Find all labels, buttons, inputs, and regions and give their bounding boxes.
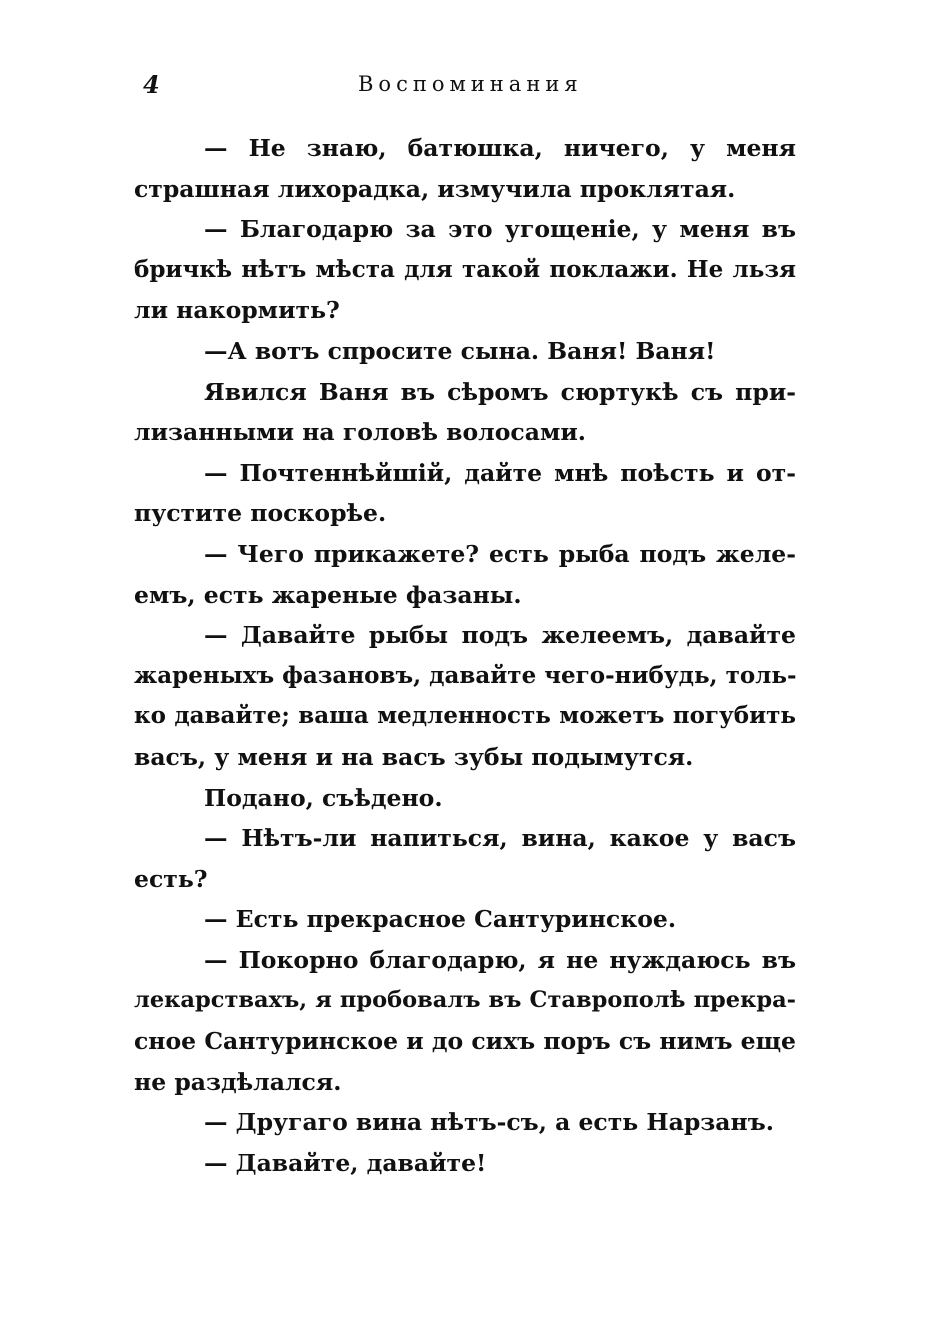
text-line: пустите поскорѣе. xyxy=(134,499,387,528)
page-number: 4 xyxy=(143,70,160,99)
running-title: Воспоминания xyxy=(358,72,583,96)
text-line: ли накормить? xyxy=(134,296,340,325)
text-line: васъ, у меня и на васъ зубы подымутся. xyxy=(134,742,694,771)
text-line: — Нѣтъ-ли напиться, вина, какое у васъ xyxy=(204,824,796,853)
text-line: Явился Ваня въ сѣромъ сюртукѣ съ при- xyxy=(204,377,796,406)
text-line: — Другаго вина нѣтъ-съ, а есть Нарзанъ. xyxy=(204,1108,774,1137)
text-line: — Благодарю за это угощеніе, у меня въ xyxy=(204,215,796,244)
text-line: есть? xyxy=(134,864,208,893)
text-line: страшная лихорадка, измучила проклятая. xyxy=(134,174,736,203)
text-line: ко давайте; ваша медленность можетъ погубить xyxy=(134,702,796,730)
body-text xyxy=(134,128,796,1183)
text-line: —А вотъ спросите сына. Ваня! Ваня! xyxy=(204,336,716,365)
text-line: — Чего прикажете? есть рыба подъ желе- xyxy=(204,539,796,568)
text-line: — Давайте рыбы подъ желеемъ, давайте xyxy=(204,621,796,650)
text-line: Подано, съѣдено. xyxy=(204,783,443,812)
text-line: — Почтеннѣйшій, дайте мнѣ поѣсть и от- xyxy=(204,458,796,487)
text-line: сное Сантуринское и до сихъ поръ съ нимъ еще xyxy=(134,1027,796,1056)
text-line: — Давайте, давайте! xyxy=(204,1148,487,1177)
running-head xyxy=(0,70,936,110)
text-line: не раздѣлался. xyxy=(134,1067,342,1096)
text-line: емъ, есть жареные фазаны. xyxy=(134,580,522,609)
text-line: лизанными на головѣ волосами. xyxy=(134,418,586,447)
text-line: — Покорно благодарю, я не нуждаюсь въ xyxy=(204,945,796,974)
text-line: лекарствахъ, я пробовалъ въ Ставрополѣ прекра- xyxy=(134,987,796,1014)
text-line: — Не знаю, батюшка, ничего, у меня xyxy=(204,134,796,162)
text-line: — Есть прекрасное Сантуринское. xyxy=(204,905,677,934)
text-line: жареныхъ фазановъ, давайте чего-нибудь, толь- xyxy=(134,661,797,689)
text-line: бричкѣ нѣтъ мѣста для такой поклажи. Не льзя xyxy=(134,255,796,283)
